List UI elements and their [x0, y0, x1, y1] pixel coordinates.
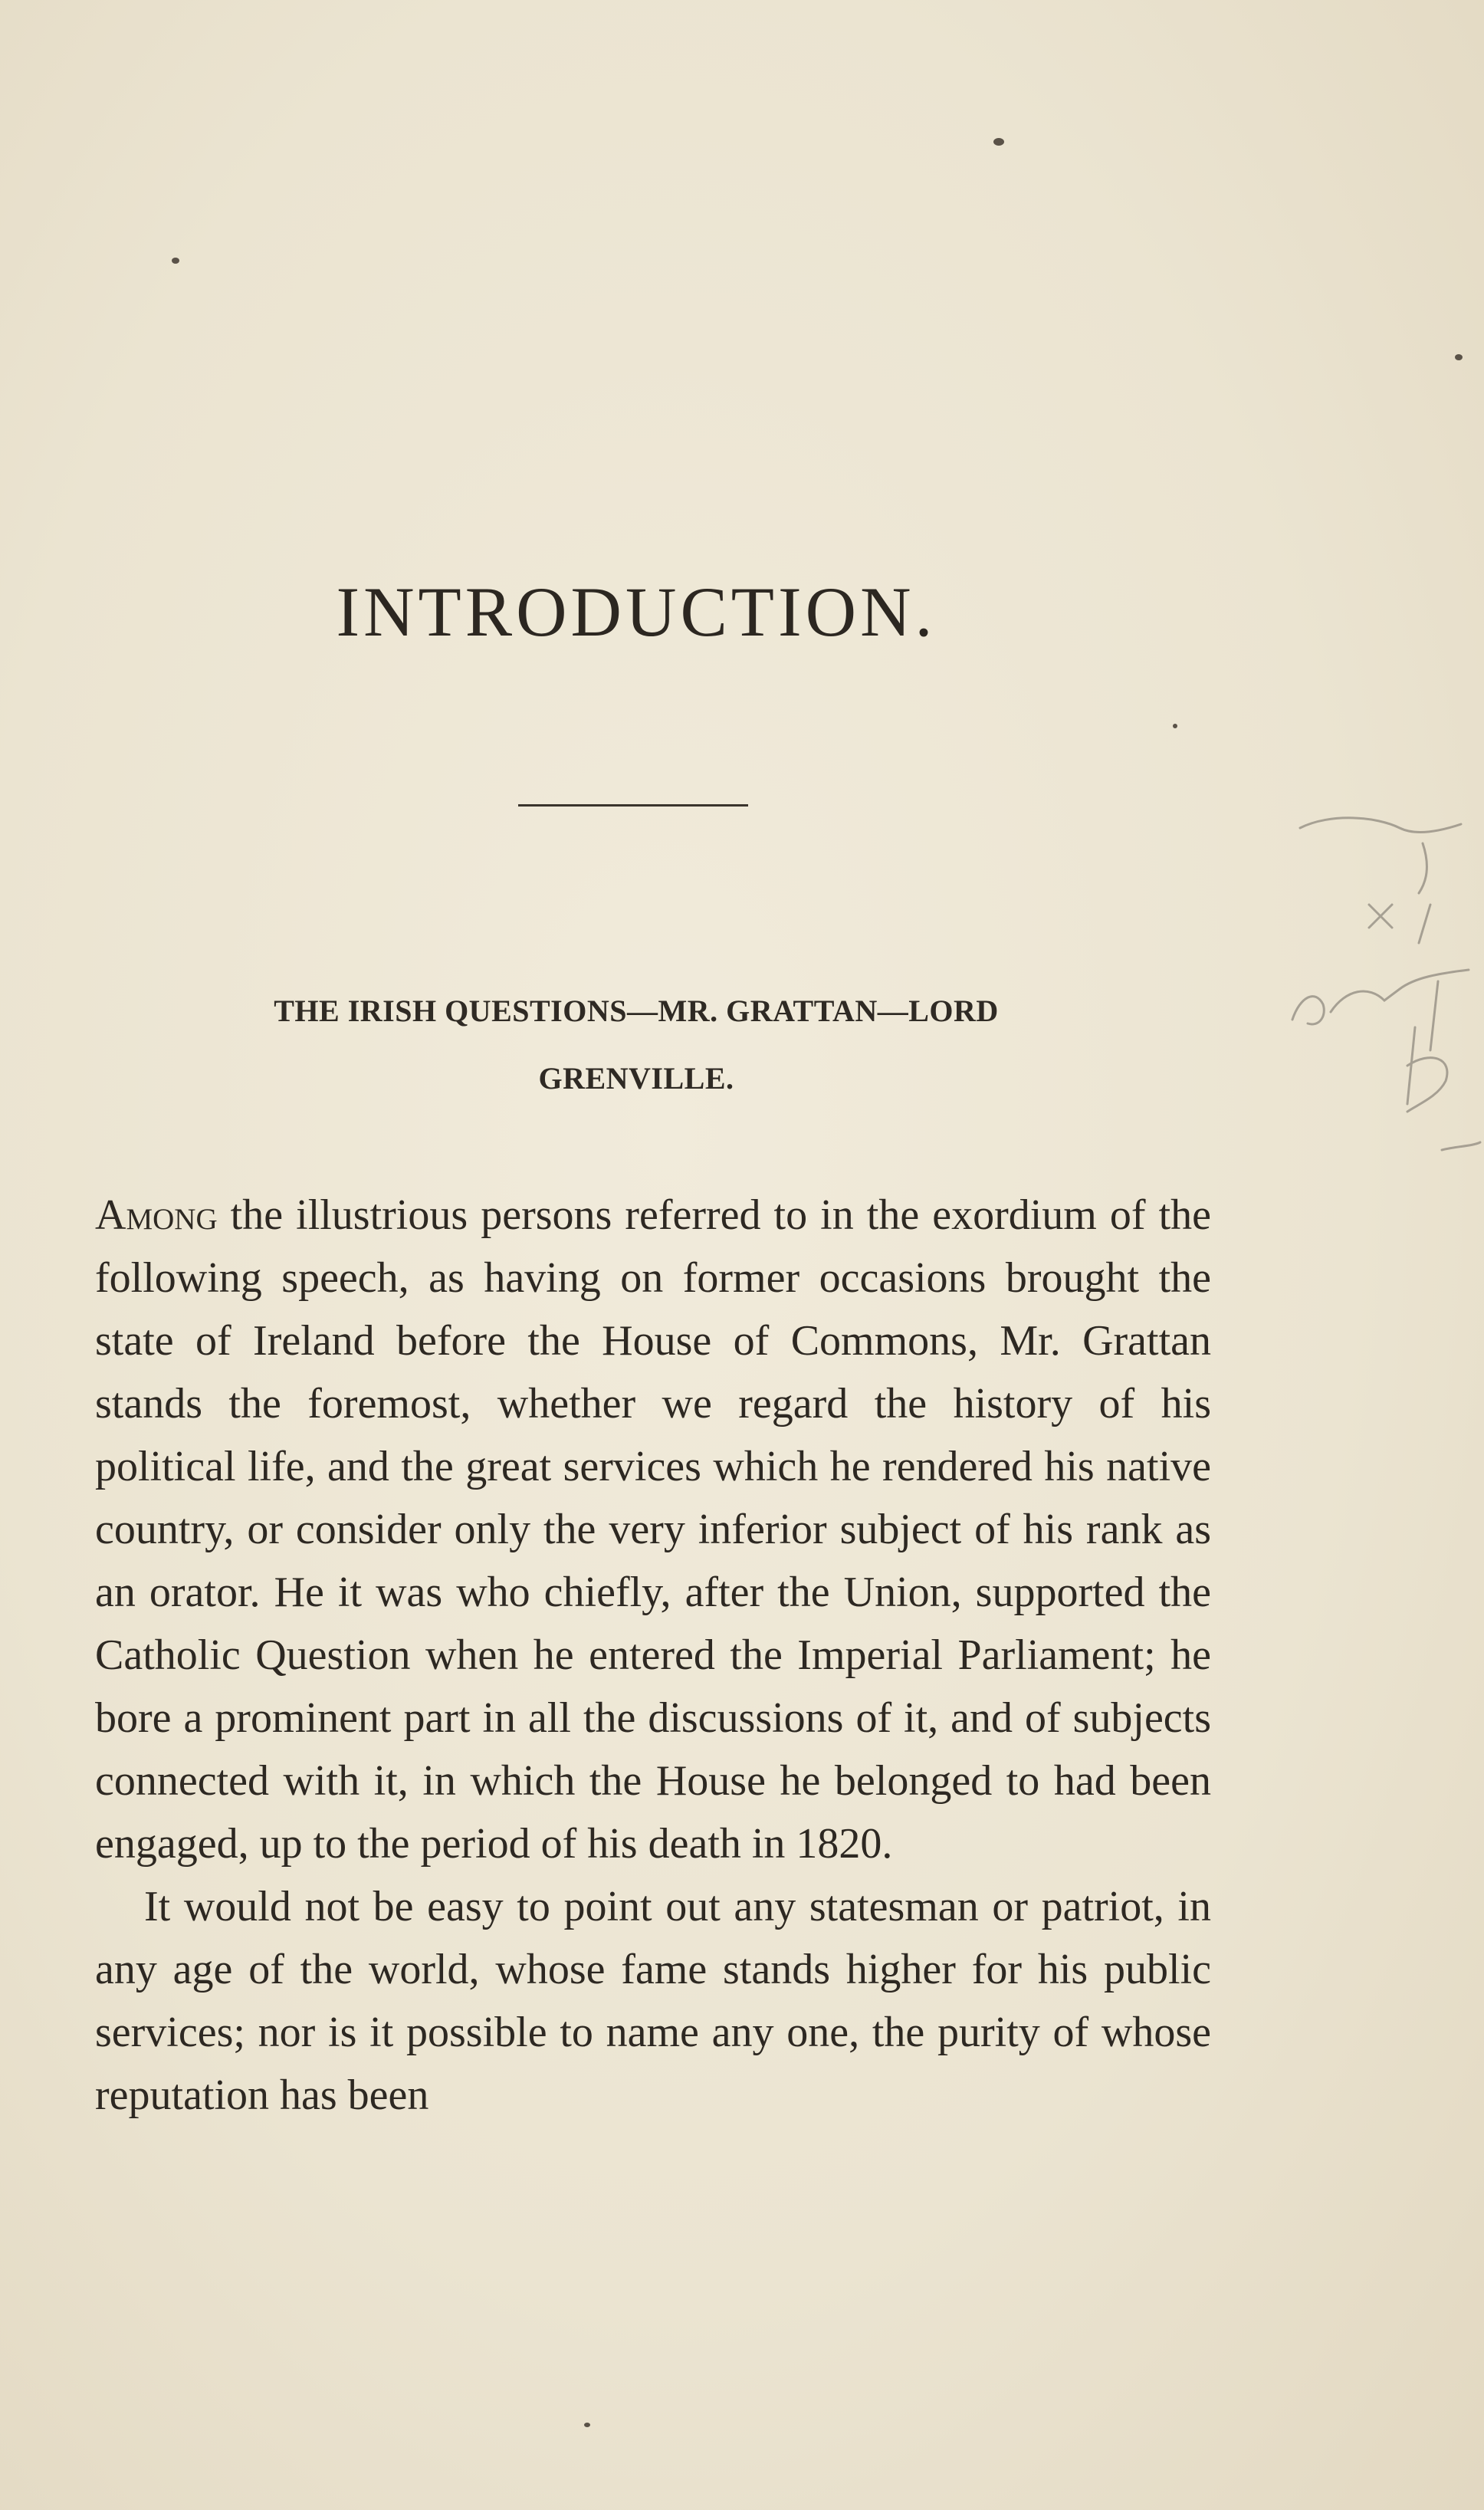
page-title: INTRODUCTION.: [336, 573, 937, 651]
title-divider: [518, 804, 748, 807]
ink-speck: [1173, 724, 1177, 728]
body-text: [95, 1184, 1211, 2127]
ink-speck: [172, 258, 179, 264]
paragraph-2: It would not be easy to point out any statesman or patriot, in any age of the world, whose fame stands higher for his public services; nor is it possible to name any one, the purity of whose reputation has been: [95, 1883, 1211, 2119]
ink-speck: [993, 138, 1004, 146]
paragraph-1-lead: Among: [95, 1191, 218, 1239]
subheading-line-1: THE IRISH QUESTIONS—MR. GRATTAN—LORD: [274, 994, 999, 1028]
paragraph-1: [95, 1184, 1211, 1875]
ink-speck: [1455, 354, 1463, 360]
pencil-marginalia: [1285, 797, 1484, 1196]
paragraph-1-rest: the illustrious persons referred to in the exordium of the following speech, as having on former occasions brought the state of Ireland before the House of Commons, Mr. Grattan stands the foremost, whether we regard the history of his political life, and the great services which he rendered his native country, or consider only the very inferior subject of his rank as an orator. He it was who chiefly, after the Union, supported the Catholic Question when he entered the Imperial Parliament; he bore a prominent part in all the discussions of it, and of subjects connected with it, in which the House he belonged to had been engaged, up to the period of his death in 1820.: [95, 1191, 1211, 1868]
subheading-line-2: GRENVILLE.: [538, 1061, 734, 1096]
ink-speck: [584, 2423, 590, 2427]
section-subheading: [153, 977, 1119, 1112]
